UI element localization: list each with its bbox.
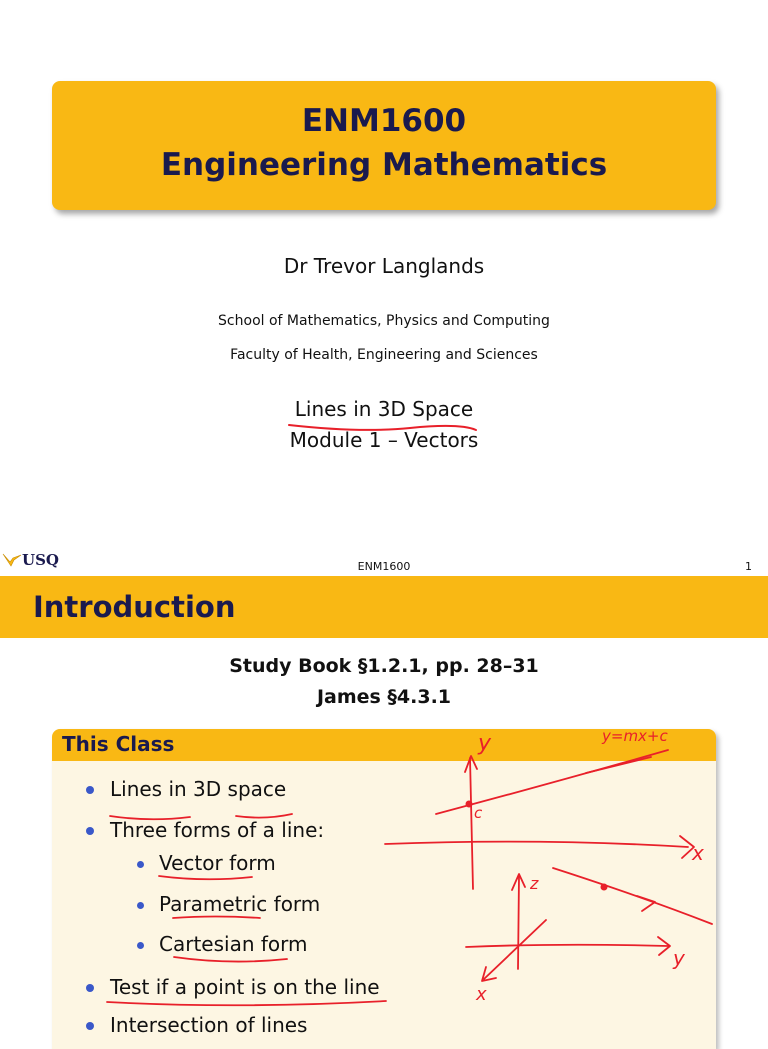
james-reference: James §4.3.1	[316, 686, 452, 708]
course-name-title: Engineering Mathematics	[160, 147, 608, 183]
course-code-title: ENM1600	[301, 103, 467, 139]
list-item: Parametric form	[159, 892, 321, 916]
school-name: School of Mathematics, Physics and Computing	[218, 313, 550, 329]
annotation-c-label: c	[474, 804, 483, 822]
frame-title-bar	[0, 576, 768, 638]
list-item: Intersection of lines	[110, 1013, 308, 1037]
list-item: Vector form	[159, 851, 276, 875]
annotation-y-axis-label: y	[673, 946, 685, 970]
annotation-equation: y=mx+c	[602, 727, 668, 745]
footer-course-code: ENM1600	[357, 560, 411, 573]
introduction-slide	[0, 576, 768, 1037]
bullet-icon	[86, 984, 94, 992]
footer-page-number: 1	[745, 560, 752, 573]
topic-title: Lines in 3D Space	[294, 397, 474, 421]
bullet-icon	[86, 1022, 94, 1030]
sub-bullet-icon	[137, 902, 144, 909]
faculty-name: Faculty of Health, Engineering and Sciences	[230, 347, 538, 363]
annotation-x-axis-label: x	[692, 841, 704, 865]
block-header	[52, 729, 716, 761]
sub-bullet-icon	[137, 942, 144, 949]
annotation-y-label: y	[478, 731, 492, 756]
list-item: Three forms of a line:	[110, 818, 325, 842]
sub-bullet-icon	[137, 861, 144, 868]
list-item: Test if a point is on the line	[110, 975, 380, 999]
author: Dr Trevor Langlands	[283, 254, 485, 278]
usq-logo: USQ	[2, 551, 59, 569]
block-title: This Class	[62, 732, 175, 756]
list-item: Cartesian form	[159, 932, 308, 956]
title-box	[52, 81, 716, 210]
annotation-x-3d-label: x	[476, 984, 487, 1005]
study-book-reference: Study Book §1.2.1, pp. 28–31	[229, 655, 539, 677]
list-item: Lines in 3D space	[110, 777, 287, 801]
bullet-icon	[86, 786, 94, 794]
frame-title: Introduction	[33, 590, 236, 624]
bullet-icon	[86, 827, 94, 835]
annotation-z-label: z	[530, 874, 539, 893]
slide-footer	[0, 548, 768, 576]
module-title: Module 1 – Vectors	[289, 428, 479, 452]
